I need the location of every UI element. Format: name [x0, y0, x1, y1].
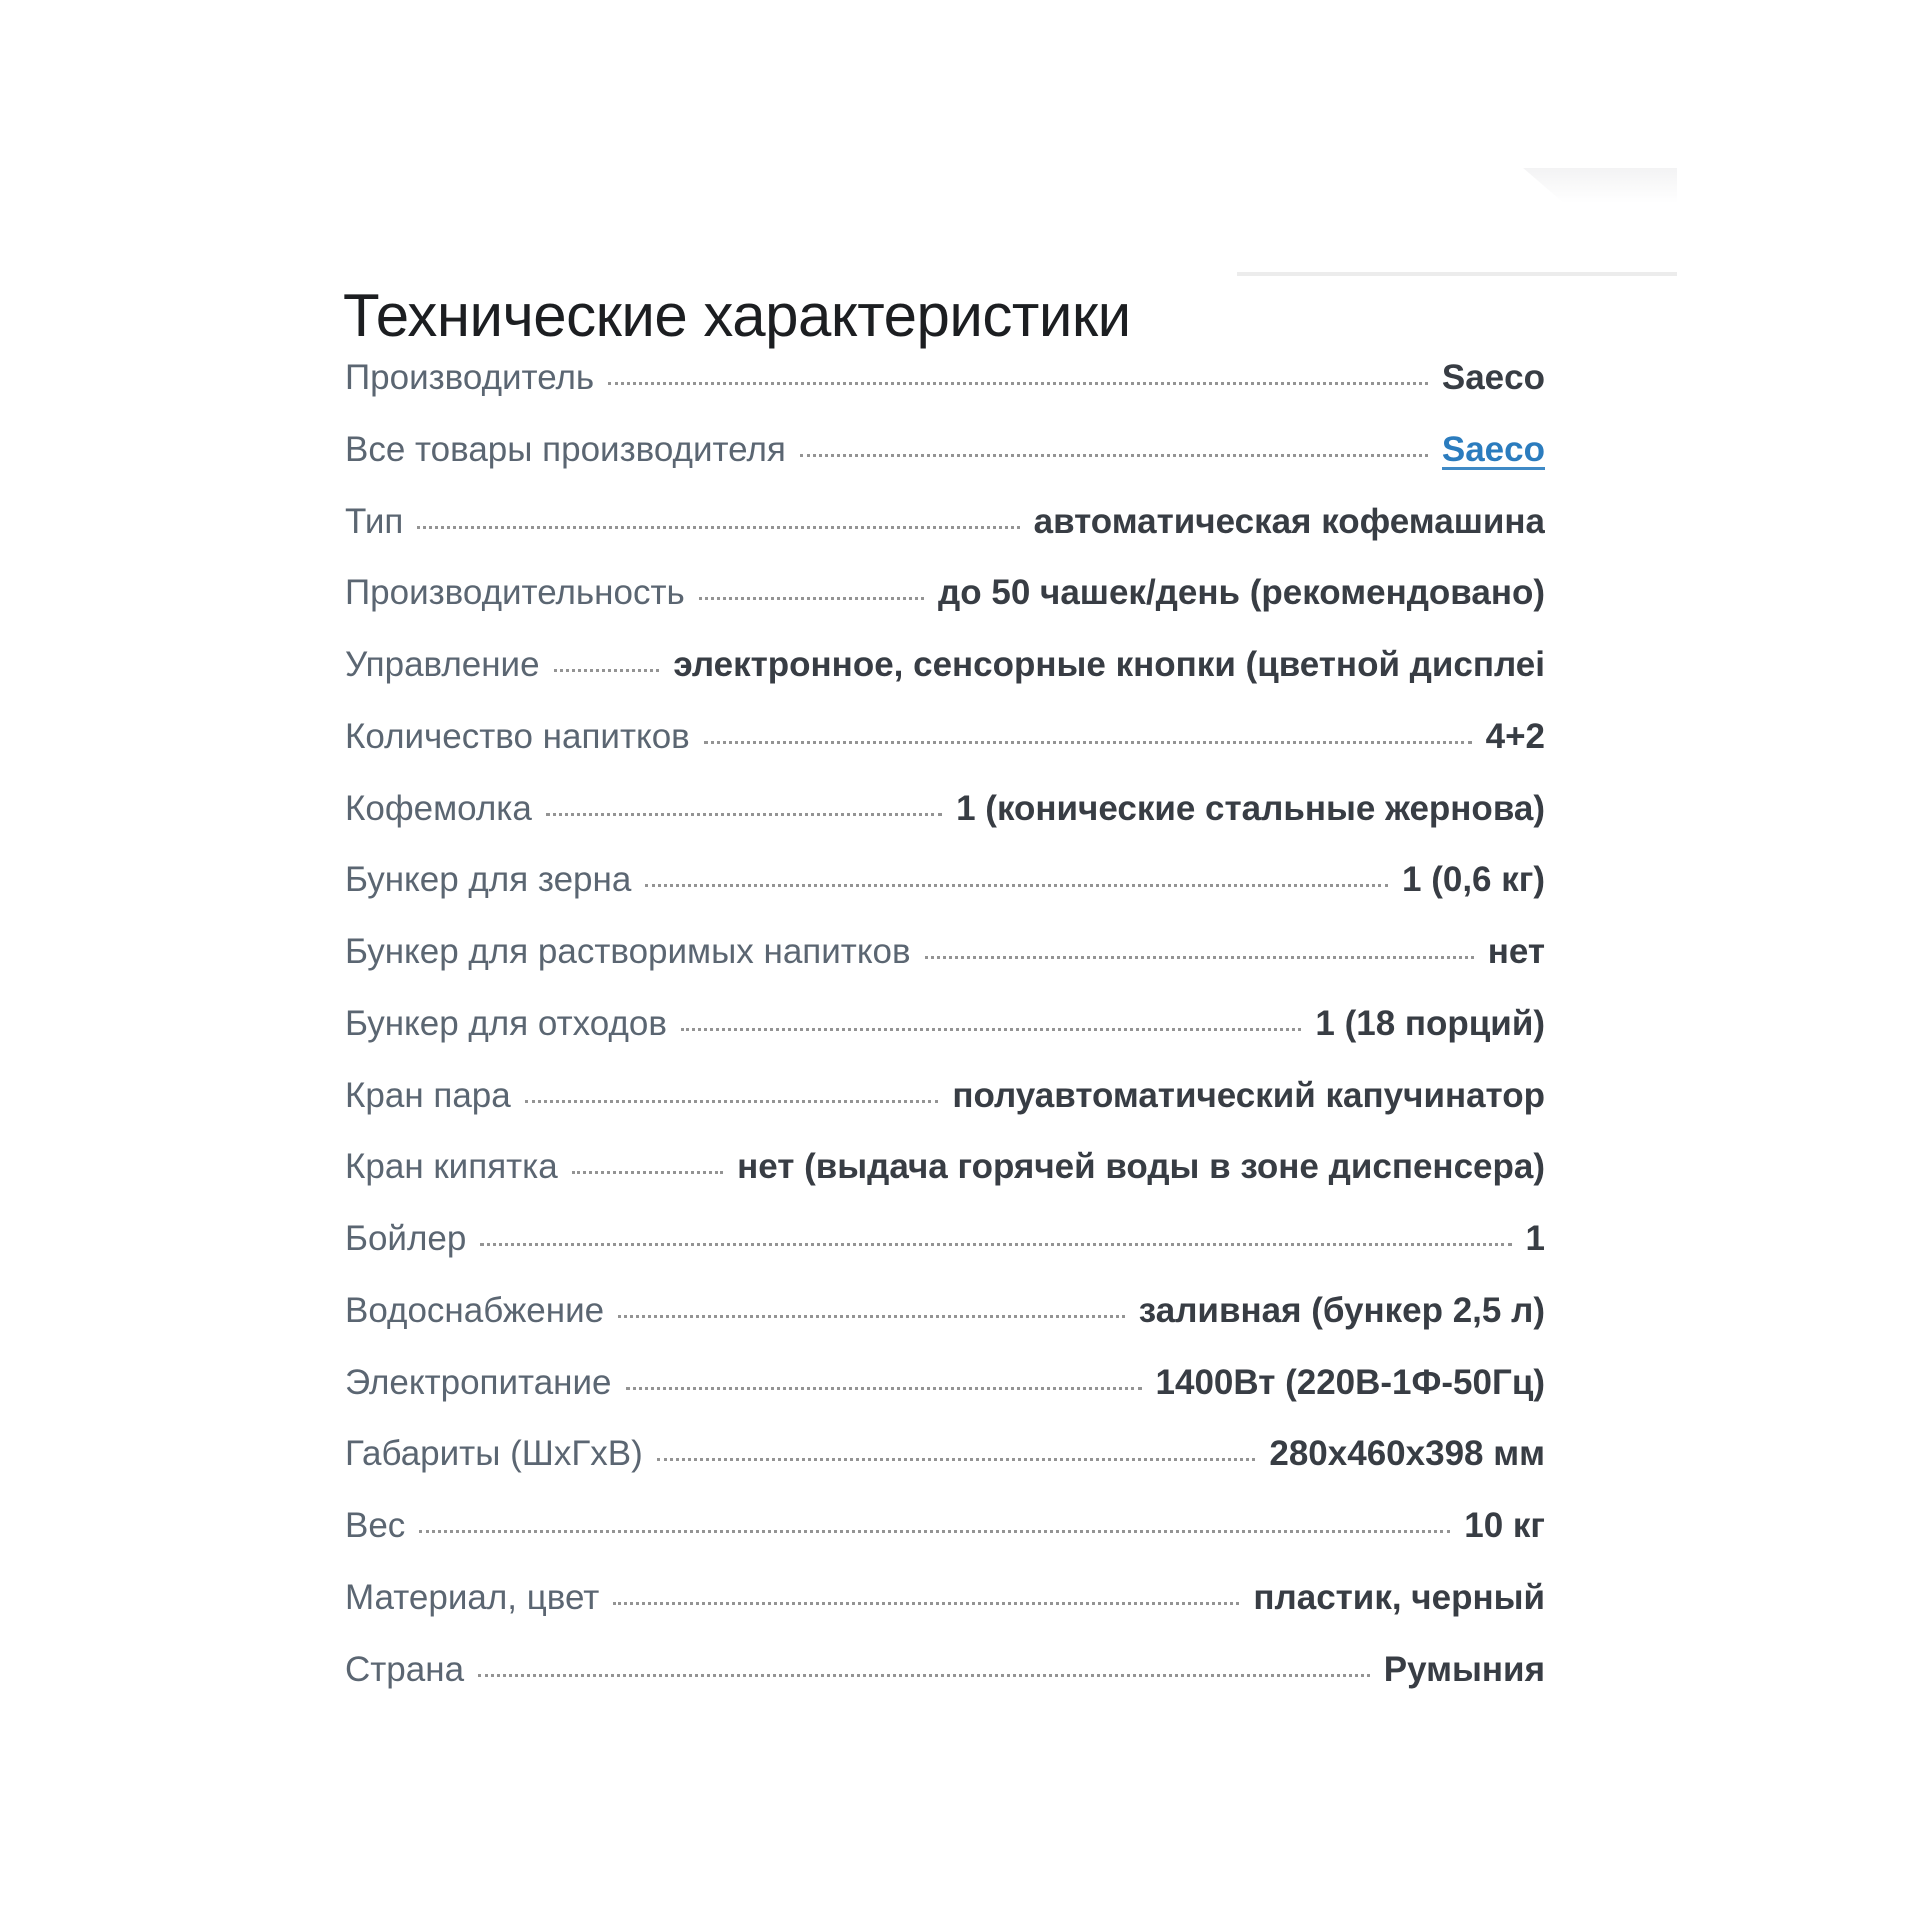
spec-label: Страна: [345, 1649, 465, 1689]
spec-label: Бункер для отходов: [345, 1003, 667, 1043]
spec-label: Количество напитков: [345, 716, 690, 756]
spec-value: 10 кг: [1464, 1506, 1545, 1545]
dotted-leader: [800, 454, 1428, 457]
spec-value: автоматическая кофемашина: [1033, 501, 1545, 541]
spec-row: [345, 428, 1545, 500]
spec-row: [345, 1361, 1545, 1433]
spec-row: [345, 356, 1545, 428]
spec-label: Тип: [345, 501, 404, 541]
dotted-leader: [618, 1315, 1125, 1318]
spec-value: нет (выдача горячей воды в зоне диспенсера): [737, 1147, 1545, 1187]
spec-row: [345, 571, 1545, 643]
dotted-leader: [478, 1674, 1370, 1677]
dotted-leader: [554, 669, 660, 672]
spec-row: [345, 1289, 1545, 1361]
spec-label: Бойлер: [345, 1219, 467, 1258]
spec-label: Электропитание: [345, 1362, 612, 1402]
dotted-leader: [572, 1171, 723, 1174]
spec-value: 1 (0,6 кг): [1402, 860, 1545, 900]
spec-value: Saeco: [1441, 358, 1545, 397]
spec-row: [345, 930, 1545, 1002]
spec-value: 1 (конические стальные жернова): [956, 788, 1545, 828]
spec-table: [345, 356, 1545, 1719]
dotted-leader: [608, 382, 1428, 385]
spec-value: заливная (бункер 2,5 л): [1138, 1290, 1545, 1330]
spec-value: электронное, сенсорные кнопки (цветной дисплеі: [673, 645, 1545, 684]
spec-row: [345, 1217, 1545, 1289]
dotted-leader: [645, 884, 1388, 887]
dotted-leader: [417, 526, 1019, 529]
spec-row: [345, 1576, 1545, 1648]
page-title: Технические характеристики: [343, 282, 1131, 350]
spec-label: Бункер для растворимых напитков: [345, 932, 911, 971]
spec-label: Производитель: [345, 358, 595, 397]
spec-label: Материал, цвет: [345, 1577, 600, 1617]
title-divider-line: [1237, 272, 1677, 276]
spec-value: до 50 чашек/день (рекомендовано): [938, 573, 1545, 613]
dotted-leader: [419, 1530, 1450, 1533]
spec-label: Водоснабжение: [345, 1290, 605, 1330]
spec-value: Румыния: [1383, 1649, 1545, 1689]
dotted-leader: [657, 1458, 1256, 1461]
scrolled-element-shadow: [1498, 168, 1677, 205]
spec-value: нет: [1487, 932, 1545, 971]
spec-row: [345, 1504, 1545, 1576]
spec-value: 1 (18 порций): [1315, 1003, 1545, 1043]
dotted-leader: [699, 597, 924, 600]
spec-value: 1: [1525, 1219, 1545, 1258]
dotted-leader: [613, 1602, 1239, 1605]
spec-row: [345, 1432, 1545, 1504]
spec-row: [345, 643, 1545, 715]
spec-value: 280х460х398 мм: [1269, 1434, 1545, 1474]
spec-label: Производительность: [345, 573, 685, 613]
spec-value: 1400Вт (220В-1Ф-50Гц): [1155, 1362, 1545, 1402]
dotted-leader: [925, 956, 1474, 959]
dotted-leader: [681, 1028, 1301, 1031]
spec-row: [345, 787, 1545, 859]
spec-label: Кран кипятка: [345, 1147, 558, 1187]
spec-row: [345, 858, 1545, 930]
manufacturer-link[interactable]: Saeco: [1441, 429, 1545, 469]
dotted-leader: [704, 741, 1472, 744]
spec-value: полуавтоматический капучинатор: [952, 1075, 1545, 1115]
spec-label: Кран пара: [345, 1075, 511, 1115]
dotted-leader: [525, 1100, 939, 1103]
spec-row: [345, 1002, 1545, 1074]
dotted-leader: [546, 813, 942, 816]
dotted-leader: [480, 1243, 1511, 1246]
spec-row: [345, 500, 1545, 572]
dotted-leader: [626, 1387, 1142, 1390]
spec-label: Бункер для зерна: [345, 860, 632, 900]
spec-label: Кофемолка: [345, 788, 532, 828]
spec-row: [345, 715, 1545, 787]
spec-label: Вес: [345, 1506, 406, 1545]
spec-label: Габариты (ШхГхВ): [345, 1434, 643, 1474]
spec-row: [345, 1074, 1545, 1146]
spec-value: 4+2: [1485, 716, 1545, 756]
spec-value: пластик, черный: [1253, 1577, 1545, 1617]
spec-row: [345, 1145, 1545, 1217]
spec-label: Управление: [345, 645, 540, 684]
spec-row: [345, 1648, 1545, 1720]
spec-label: Все товары производителя: [345, 429, 786, 469]
